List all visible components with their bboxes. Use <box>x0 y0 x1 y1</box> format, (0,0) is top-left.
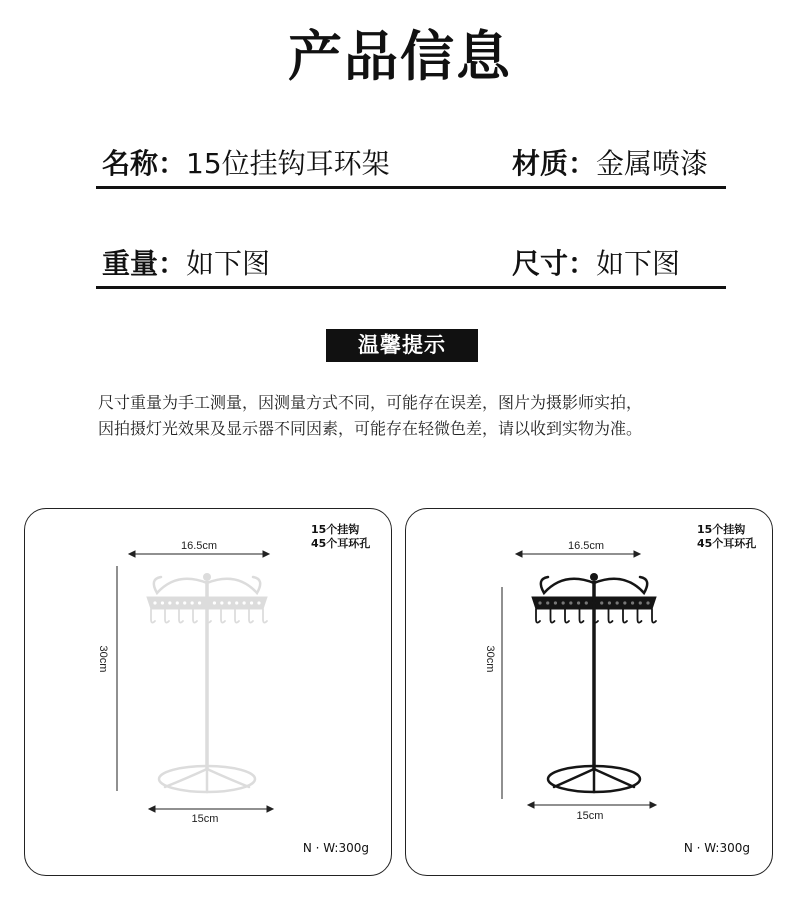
earring-hole <box>554 601 557 604</box>
earring-hole <box>220 601 223 604</box>
earring-hole <box>191 601 194 604</box>
size-value: 如下图 <box>596 247 681 280</box>
holes-count: 45个耳环孔 <box>311 537 371 550</box>
earring-hole <box>600 601 603 604</box>
pole-top-knob <box>203 573 211 581</box>
earring-hole <box>585 601 588 604</box>
earring-hole <box>243 601 246 604</box>
earring-hole <box>161 601 164 604</box>
base-arc-left <box>554 769 594 787</box>
earring-hole <box>569 601 572 604</box>
earring-hole <box>639 601 642 604</box>
earring-hole <box>250 601 253 604</box>
earring-hole <box>176 601 179 604</box>
hook <box>609 609 613 623</box>
base-arc-right <box>594 769 634 787</box>
name-label: 名称： <box>102 147 187 180</box>
earring-stand-illustration-white <box>25 509 393 877</box>
page-title: 产品信息 <box>288 25 512 88</box>
earring-hole <box>213 601 216 604</box>
base-arc-left <box>165 769 207 787</box>
holes-count: 45个耳环孔 <box>697 537 757 550</box>
earring-hole <box>562 601 565 604</box>
hook <box>249 609 253 623</box>
earring-hole <box>631 601 634 604</box>
hook <box>165 609 169 623</box>
hook <box>652 609 656 623</box>
material-value: 金属喷漆 <box>596 147 709 180</box>
width-dimension: 16.5cm <box>567 540 605 552</box>
earring-hole <box>235 601 238 604</box>
info-row-weight-size <box>96 240 726 289</box>
weight-value: 如下图 <box>186 247 271 280</box>
width-dimension: 16.5cm <box>180 540 218 552</box>
height-dimension: 30cm <box>97 645 109 673</box>
product-panel-white <box>24 508 392 876</box>
earring-hole <box>183 601 186 604</box>
tip-line-2: 因拍摄灯光效果及显示器不同因素，可能存在轻微色差，请以收到实物为准。 <box>98 419 643 438</box>
material-label: 材质： <box>512 147 597 180</box>
stand-drawing <box>532 573 656 792</box>
hooks-count: 15个挂钩 <box>311 523 360 536</box>
product-weight <box>102 242 270 282</box>
hook <box>580 609 584 623</box>
product-material <box>512 142 708 182</box>
hook <box>151 609 155 623</box>
crown-scroll-right <box>207 577 260 593</box>
hook <box>623 609 627 623</box>
hook <box>263 609 267 623</box>
earring-hole <box>623 601 626 604</box>
name-value: 15位挂钩耳环架 <box>186 147 390 180</box>
earring-hole <box>228 601 231 604</box>
hook <box>536 609 540 623</box>
earring-hole <box>608 601 611 604</box>
hook <box>221 609 225 623</box>
hook <box>193 609 197 623</box>
hook <box>179 609 183 623</box>
earring-hole <box>168 601 171 604</box>
tip-text <box>98 390 738 442</box>
crown-scroll-right <box>594 577 647 593</box>
hook <box>565 609 569 623</box>
product-name <box>102 142 390 182</box>
hook <box>551 609 555 623</box>
earring-hole <box>198 601 201 604</box>
crown-scroll-left <box>541 577 594 593</box>
product-size <box>512 242 680 282</box>
hooks-count: 15个挂钩 <box>697 523 746 536</box>
product-panel-black <box>405 508 773 876</box>
weight-label: 重量： <box>102 247 187 280</box>
earring-hole <box>546 601 549 604</box>
tip-line-1: 尺寸重量为手工测量，因测量方式不同，可能存在误差，图片为摄影师实拍， <box>98 393 643 412</box>
earring-hole <box>153 601 156 604</box>
base-dimension: 15cm <box>576 810 604 822</box>
pole-top-knob <box>590 573 598 581</box>
earring-hole <box>646 601 649 604</box>
net-weight: N · W:300g <box>302 841 369 855</box>
crown-scroll-left <box>154 577 207 593</box>
info-row-name-material <box>96 140 726 189</box>
earring-hole <box>577 601 580 604</box>
earring-hole <box>538 601 541 604</box>
earring-stand-illustration-black <box>406 509 774 877</box>
hook <box>638 609 642 623</box>
tip-badge: 温馨提示 <box>326 329 478 362</box>
size-label: 尺寸： <box>512 247 597 280</box>
earring-hole <box>257 601 260 604</box>
earring-hole <box>616 601 619 604</box>
stand-drawing <box>147 573 267 792</box>
base-arc-right <box>207 769 249 787</box>
height-dimension: 30cm <box>484 645 496 673</box>
base-dimension: 15cm <box>191 813 219 825</box>
net-weight: N · W:300g <box>683 841 750 855</box>
hook <box>235 609 239 623</box>
